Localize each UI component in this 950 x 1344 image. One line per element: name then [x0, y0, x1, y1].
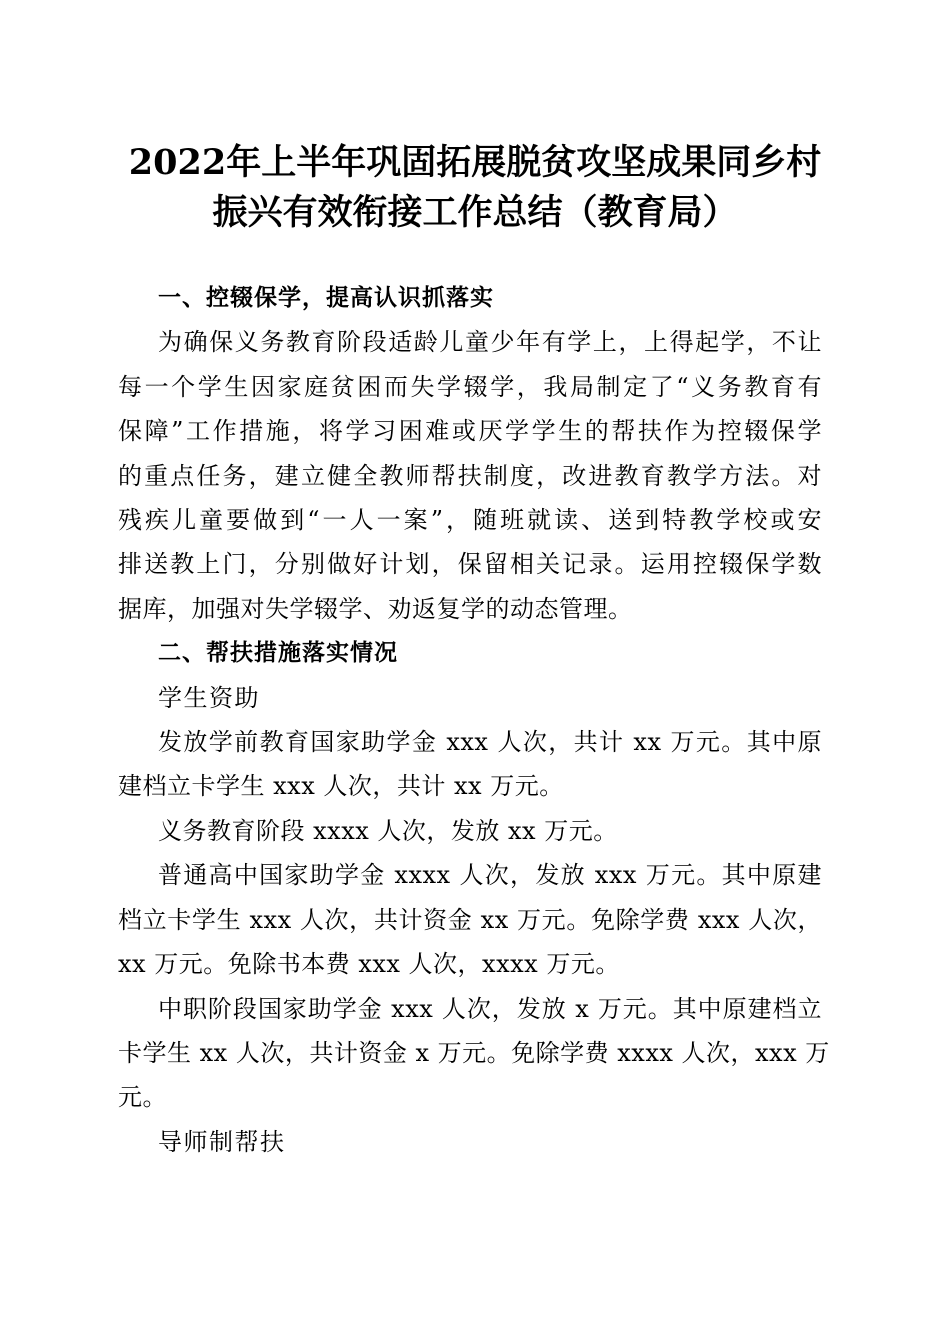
text-line: 普通高中国家助学金 xxxx 人次，发放 xxx 万元。其中原建 — [158, 861, 822, 890]
text-line: 为确保义务教育阶段适龄儿童少年有学上，上得起学，不让 — [158, 328, 822, 357]
document-title — [100, 138, 850, 238]
text-line: 保障”工作措施，将学习困难或厌学学生的帮扶作为控辍保学 — [118, 417, 822, 446]
paragraph-compulsory-aid — [118, 809, 822, 853]
text-line: 发放学前教育国家助学金 xxx 人次，共计 xx 万元。其中原 — [158, 728, 822, 757]
paragraph-vocational-aid — [118, 987, 830, 1120]
paragraph-preschool-aid — [118, 720, 822, 809]
title-line-2: 振兴有效衔接工作总结（教育局） — [212, 192, 738, 233]
text-line: 残疾儿童要做到“一人一案”，随班就读、送到特教学校或安 — [118, 506, 822, 535]
text-line: 建档立卡学生 xxx 人次，共计 xx 万元。 — [118, 772, 564, 801]
text-line: 每一个学生因家庭贫困而失学辍学，我局制定了“义务教育有 — [118, 372, 822, 401]
document-body — [118, 276, 830, 1164]
text-line: 元。 — [118, 1083, 167, 1112]
text-line: 据库，加强对失学辍学、劝返复学的动态管理。 — [118, 594, 633, 623]
text-line: 的重点任务，建立健全教师帮扶制度，改进教育教学方法。对 — [118, 461, 822, 490]
text-line: xx 万元。免除书本费 xxx 人次，xxxx 万元。 — [118, 950, 620, 979]
text-line: 卡学生 xx 人次，共计资金 x 万元。免除学费 xxxx 人次，xxx 万 — [118, 1038, 830, 1067]
subheading-mentor-support: 导师制帮扶 — [158, 1127, 286, 1156]
paragraph-highschool-aid — [118, 853, 822, 986]
paragraph-control-dropout — [118, 320, 822, 631]
text-line: 义务教育阶段 xxxx 人次，发放 xx 万元。 — [158, 816, 618, 845]
title-line-1: 2022年上半年巩固拓展脱贫攻坚成果同乡村 — [128, 142, 822, 183]
text-line: 档立卡学生 xxx 人次，共计资金 xx 万元。免除学费 xxx 人次， — [118, 905, 822, 934]
section-heading-2: 二、帮扶措施落实情况 — [158, 640, 398, 667]
text-line: 中职阶段国家助学金 xxx 人次，发放 x 万元。其中原建档立 — [158, 994, 822, 1023]
section-heading-1: 一、控辍保学，提高认识抓落实 — [158, 285, 494, 311]
subheading-student-aid: 学生资助 — [158, 683, 260, 712]
text-line: 排送教上门，分别做好计划，保留相关记录。运用控辍保学数 — [118, 550, 822, 579]
